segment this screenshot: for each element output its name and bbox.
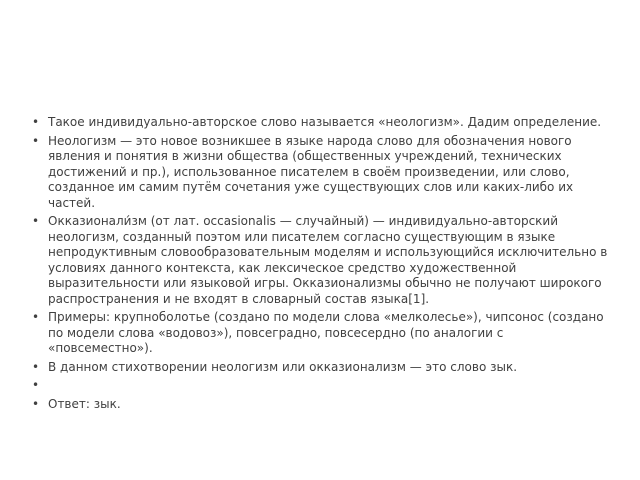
item-text-answer: Ответ: зык. — [48, 396, 121, 411]
bullet-icon: • — [32, 115, 40, 129]
item-text-occasionalism-definition: Окказионали́зм (от лат. occasionalis — случайный) — индивидуально-авторский неологизм, созданный поэтом или писателем согласно существующим в языке непродуктивным словообразовательным моделям и использующийся исключительно в условиях данного контекста, как лексическое средство художественной выразительности или языковой игры. Окказионализмы обычно не получают широкого распространения и не входят в словарный состав языка[1]. — [48, 214, 608, 306]
item-text-examples: Примеры: крупноболотье (создано по модели слова «мелколесье»), чипсонос (создано по модели слова «водовоз»), повсеградно, повсесердно (по аналогии с «повсеместно»). — [48, 310, 604, 355]
list-item — [28, 360, 608, 376]
bullet-icon: • — [32, 214, 40, 228]
bullet-icon: • — [32, 133, 40, 148]
list-item — [28, 134, 608, 212]
list-item — [28, 214, 608, 307]
bullet-icon: • — [32, 378, 40, 392]
bullet-icon: • — [32, 359, 40, 374]
list-item — [28, 115, 608, 131]
bullet-icon: • — [32, 310, 40, 324]
bullet-list — [28, 115, 608, 415]
bullet-icon: • — [32, 396, 40, 411]
list-item — [28, 397, 608, 413]
item-text-intro: Такое индивидуально-авторское слово называется «неологизм». Дадим определение. — [48, 115, 602, 129]
list-item-empty — [28, 378, 608, 394]
item-text-neologism-definition: Неологизм — это новое возникшее в языке народа слово для обозначения нового явления и понятия в жизни общества (общественных учреждений, технических достижений и пр.), использованное писателем в своём произведении, или слово, созданное им самим путём сочетания уже существующих слов или каких-либо их частей. — [48, 133, 574, 210]
list-item — [28, 310, 608, 357]
item-text-in-poem: В данном стихотворении неологизм или окказионализм — это слово зык. — [48, 359, 518, 374]
